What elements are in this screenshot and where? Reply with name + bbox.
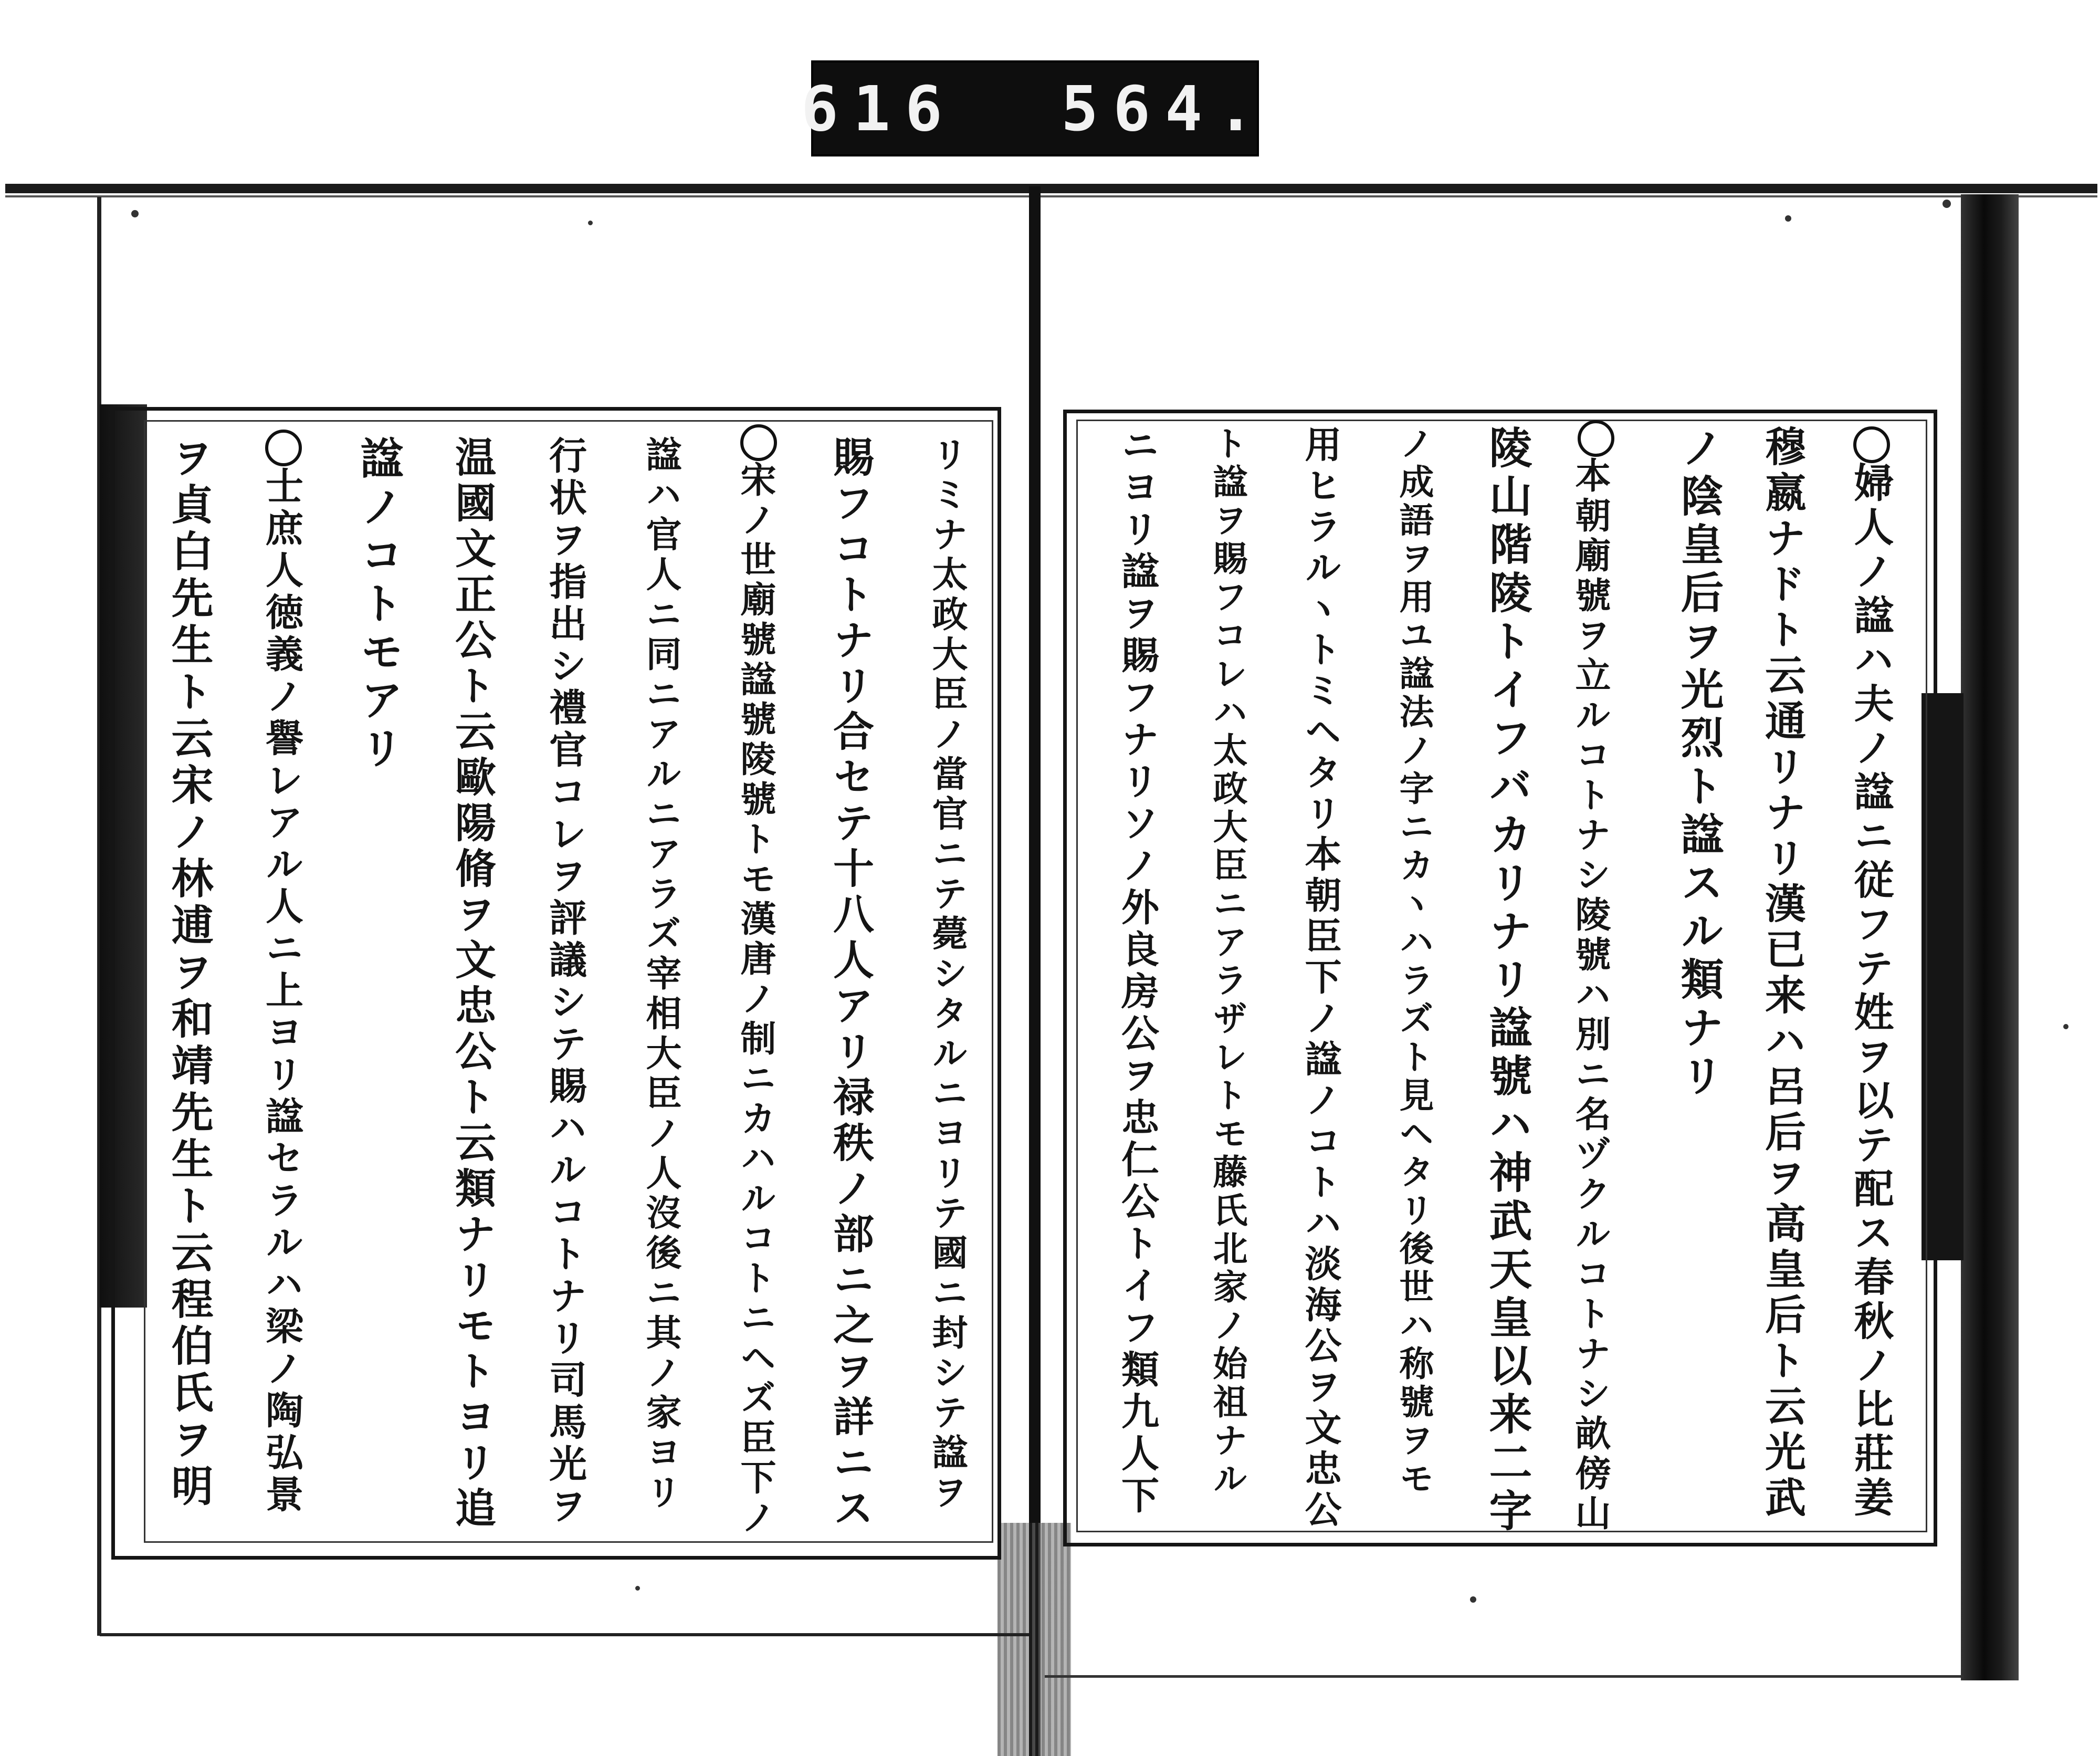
catalogue-number: 616 564. — [801, 72, 1269, 145]
left-column-9: ヲ貞白先生ト云宋ノ林逋ヲ和靖先生ト云程伯氏ヲ明 — [164, 436, 214, 1511]
right-page-edge — [1961, 194, 2019, 1680]
right-column-7: 用ヒラルヽトミヘタリ本朝臣下ノ諡ノコトハ淡海公ヲ文忠公 — [1299, 425, 1342, 1531]
right-column-9: ニヨリ諡ヲ賜フナリソノ外良房公ヲ忠仁公トイフ類九人下 — [1115, 425, 1160, 1518]
book-gutter — [1029, 186, 1041, 1756]
scan-speck — [635, 1586, 640, 1591]
book-top-edge-line — [5, 195, 2097, 197]
scan-speck — [2063, 1024, 2068, 1029]
book-top-edge — [5, 184, 2097, 193]
left-column-4: 諡ハ官人ニ同ニアルニアラズ宰相大臣ノ人沒後ニ其ノ家ヨリ — [640, 436, 682, 1513]
right-column-8: ト諡ヲ賜フコレハ太政大臣ニアラザレトモ藤氏北家ノ始祖ナル — [1207, 425, 1248, 1499]
right-column-2: 穆嬴ナドト云通リナリ漢已来ハ呂后ヲ高皇后ト云光武 — [1758, 425, 1806, 1522]
left-page-bottom-edge — [100, 1633, 1029, 1636]
left-column-5: 行状ヲ指出シ禮官コレヲ評議シテ賜ハルコトナリ司馬光ヲ — [543, 436, 587, 1528]
right-column-4: 本朝廟號ヲ立ルコトナシ陵號ハ別ニ名ヅクルコトナシ畝傍山 — [1569, 457, 1611, 1534]
catalogue-label — [801, 60, 1269, 156]
gutter-shadow — [998, 1523, 1071, 1756]
right-page-bottom-edge — [1045, 1675, 1964, 1678]
section-circle-mark — [265, 430, 302, 466]
left-column-8: 士庶人徳義ノ譽レアル人ニ上ヨリ諡セラルハ梁ノ陶弘景 — [259, 466, 304, 1517]
scan-speck — [131, 210, 139, 217]
section-circle-mark — [1853, 426, 1890, 463]
right-column-3: ノ陰皇后ヲ光烈ト諡スル類ナリ — [1674, 425, 1724, 1102]
left-column-2: 賜フコトナリ合セテ十八人アリ禄秩ノ部ニ之ヲ詳ニス — [826, 436, 874, 1532]
left-column-7: 諡ノコトモアリ — [353, 436, 404, 774]
scan-speck — [588, 221, 593, 225]
scan-speck — [1470, 1596, 1476, 1603]
right-column-1: 婦人ノ諡ハ夫ノ諡ニ従フテ姓ヲ以テ配ス春秋ノ比莊姜 — [1847, 462, 1894, 1521]
left-column-1: リミナ太政大臣ノ當官ニテ薨シタルニヨリテ國ニ封シテ諡ヲ — [926, 436, 968, 1513]
scan-speck — [1785, 215, 1791, 222]
section-circle-mark — [1578, 420, 1614, 457]
left-column-3: 宋ノ世廟號諡號陵號トモ漢唐ノ制ニカハルコトニヘズ臣下ノ — [734, 461, 776, 1539]
left-column-6: 温國文正公ト云歐陽脩ヲ文忠公ト云類ナリモトヨリ追 — [448, 436, 496, 1532]
right-column-6: ノ成語ヲ用ユ諡法ノ字ニカヽハラズト見ヘタリ後世ハ称號ヲモ — [1393, 425, 1434, 1499]
right-column-5: 陵山階陵トイフバカリナリ諡號ハ神武天皇以来二字 — [1482, 425, 1532, 1537]
section-circle-mark — [740, 424, 777, 461]
scan-speck — [1942, 200, 1951, 208]
